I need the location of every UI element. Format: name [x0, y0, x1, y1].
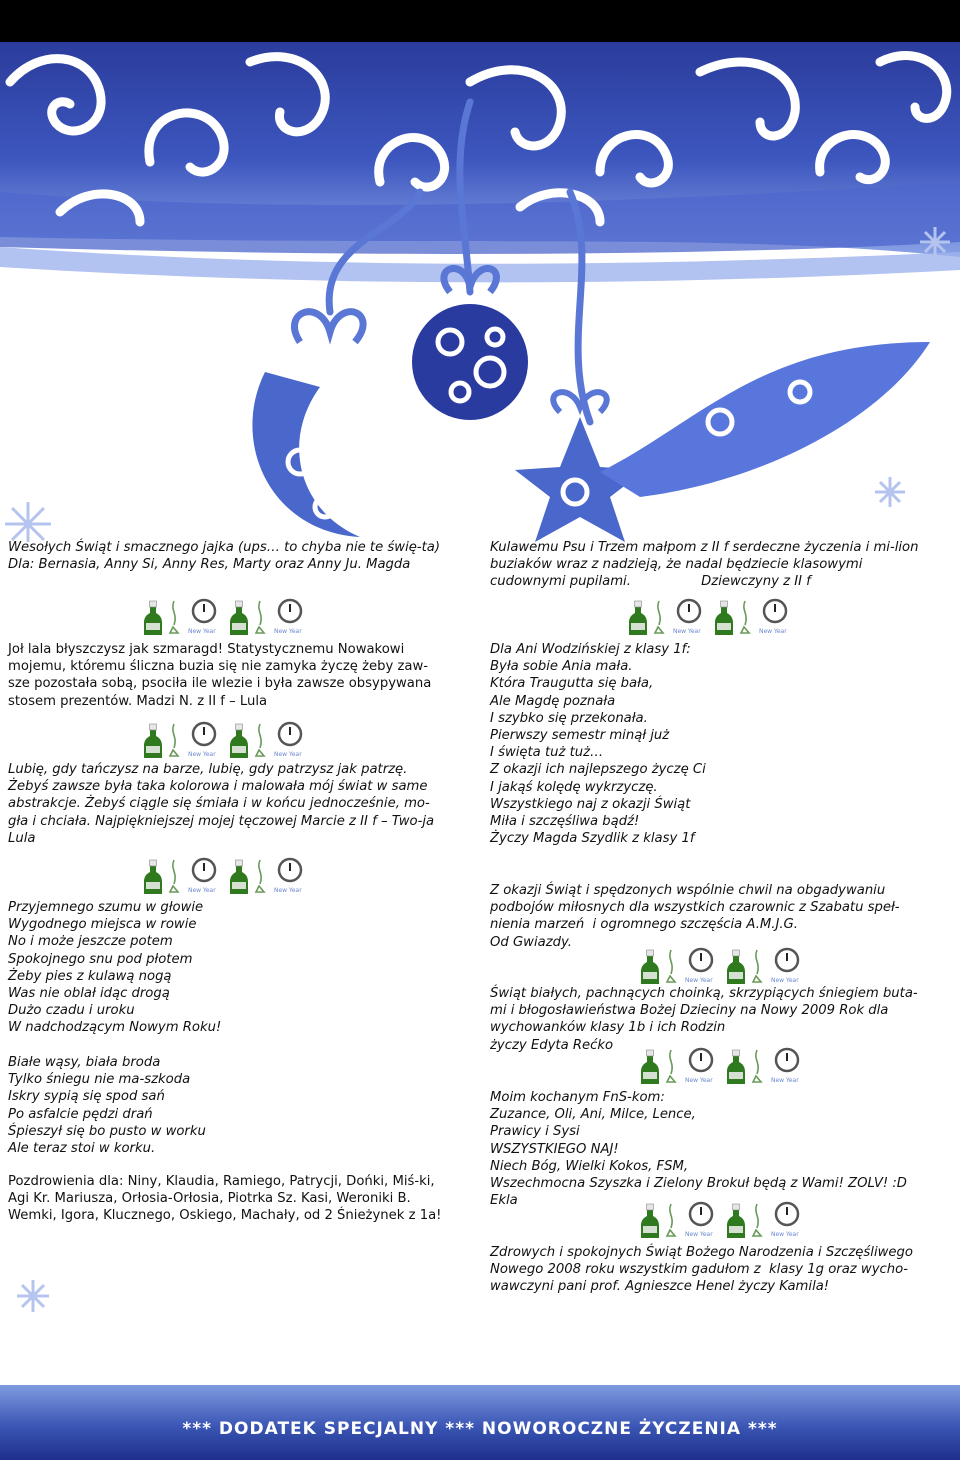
- bottle-clock-separator: [637, 1042, 807, 1084]
- poem-line: Tylko śniegu nie ma-szkoda: [8, 1072, 191, 1088]
- moon-ornament: [252, 312, 363, 537]
- text-line: Moim kochanym FnS-kom:: [490, 1090, 665, 1105]
- poem-line: Dla Ani Wodzińskiej z klasy 1f:: [490, 642, 691, 657]
- poem-line: I jakąś kolędę wykrzyczę.: [490, 779, 658, 795]
- text-line: Wszechmocna Szyszka i Zielony Brokuł będą z Wami! ZOLV! :D: [490, 1176, 907, 1192]
- text-line: Zuzance, Oli, Ani, Milce, Lence,: [490, 1107, 696, 1123]
- poem-line: Pierwszy semestr minął już: [490, 728, 670, 744]
- poem-line: Iskry sypią się spod sań: [8, 1089, 165, 1105]
- poem-line: Ale teraz stoi w korku.: [8, 1141, 156, 1157]
- right-wishes-2: [490, 882, 950, 951]
- poem-line: Ale Magdę poznała: [490, 693, 616, 709]
- left-wishes-3: Lubię, gdy tańczysz na barze, lubię, gdy patrzysz jak patrzę. Żebyś zawsze była taka kolorowa i malowała mój świat w same abstrakcje. Żebyś ciągle się śmiała i w końcu jednocześnie, mo-gła i chciała. Najpiękniejszej mojej tęczowej Marcie z II f – Two-ja Lula: [8, 762, 435, 846]
- right-wishes-1-signature: Dziewczyny z II f: [701, 574, 811, 590]
- text-line: Ekla: [490, 1193, 518, 1209]
- poem-line: No i może jeszcze potem: [8, 934, 173, 950]
- poem-line: Białe wąsy, biała broda: [8, 1055, 161, 1070]
- poem-line: I szybko się przekonała.: [490, 710, 648, 726]
- poem-line: Żeby pies z kulawą nogą: [8, 968, 172, 984]
- text-line: wychowanków klasy 1b i ich Rodzin: [490, 1020, 726, 1036]
- poem-line: Was nie oblał idąc drogą: [8, 986, 170, 1002]
- top-black-bar: [0, 0, 960, 42]
- poem-line: Życzy Magda Szydlik z klasy 1f: [490, 831, 695, 847]
- bottle-clock-separator: [140, 716, 310, 758]
- poem-line: Po asfalcie pędzi drań: [8, 1106, 153, 1122]
- poem-line: W nadchodzącym Nowym Roku!: [8, 1020, 222, 1036]
- right-wishes-1-text: Kulawemu Psu i Trzem małpom z II f serdeczne życzenia i mi-lion buziaków wraz z nadzieją, że nadal będziecie klasowymi cudownymi pupilami.: [490, 540, 919, 590]
- left-wishes-1: Wesołych Świąt i smacznego jajka (ups… to chyba nie te świę-ta) Dla: Bernasia, Anny Si, Anny Res, Marty oraz Anny Ju. Magda: [8, 540, 441, 573]
- poem-line: Wygodnego miejsca w rowie: [8, 917, 197, 933]
- text-line: WSZYSTKIEGO NAJ!: [490, 1141, 619, 1157]
- text-line: Niech Bóg, Wielki Kokos, FSM,: [490, 1158, 689, 1174]
- text-line: podbojów miłosnych dla wszystkich czarownic z Szabatu speł-: [490, 900, 900, 916]
- right-wishes-1: [490, 539, 940, 591]
- bottle-clock-separator: [140, 852, 310, 894]
- bottle-clock-separator: [637, 1196, 807, 1238]
- poem-line: Śpieszył się bo pusto w worku: [8, 1123, 206, 1139]
- bottle-clock-separator: [140, 593, 310, 635]
- left-poem-2: [8, 1054, 448, 1157]
- snowflake-icon: [15, 1278, 51, 1314]
- bottle-clock-separator: [625, 593, 795, 635]
- text-line: życzy Edyta Rećko: [490, 1037, 614, 1053]
- text-line: Z okazji Świąt i spędzonych wspólnie chwil na obgadywaniu: [490, 883, 886, 898]
- left-poem-1: [8, 899, 448, 1037]
- right-wishes-5: [490, 1244, 950, 1296]
- text-line: nienia marzeń i ogromnego szczęścia A.M.J.G.: [490, 917, 798, 933]
- poem-line: I święta tuż tuż…: [490, 745, 604, 761]
- poem-line: Przyjemnego szumu w głowie: [8, 900, 204, 915]
- poem-line: Wszystkiego naj z okazji Świąt: [490, 796, 691, 812]
- poem-line: Miła i szczęśliwa bądź!: [490, 814, 640, 830]
- bottle-clock-separator: [637, 942, 807, 984]
- poem-line: Z okazji ich najlepszego życzę Ci: [490, 762, 706, 778]
- right-poem-ania: [490, 641, 940, 847]
- text-line: Świąt białych, pachnących choinką, skrzypiących śniegiem buta-: [490, 986, 918, 1001]
- poem-line: Była sobie Ania mała.: [490, 659, 633, 675]
- poem-line: Która Traugutta się bała,: [490, 676, 654, 692]
- text-line: wawczyni pani prof. Agnieszce Henel życzy Kamila!: [490, 1279, 830, 1295]
- decorative-band: [0, 42, 960, 282]
- poem-line: Spokojnego snu pod płotem: [8, 951, 193, 967]
- left-wishes-2: Joł lala błyszczysz jak szmaragd! Statystycznemu Nowakowi mojemu, któremu śliczna buzia się nie zamyka życzę żeby zaw-sze pozostała sobą, psociła ile wlezie i była zawsze obsypywana stosem prezentów. Madzi N. z II f – Lula: [8, 642, 432, 709]
- christmas-banner-illustration: [0, 42, 960, 542]
- left-greetings-list: Pozdrowienia dla: Niny, Klaudia, Ramiego, Patrycji, Dońki, Miś-ki, Agi Kr. Mariusza, Orłosia-Orłosia, Piotrka Sz. Kasi, Weroniki B. Wemki, Igora, Klucznego, Oskiego, Machały, od 2 Śnieżynek z 1a!: [8, 1174, 442, 1224]
- text-line: Zdrowych i spokojnych Świąt Bożego Narodzenia i Szczęśliwego: [490, 1245, 913, 1260]
- text-line: Od Gwiazdy.: [490, 934, 572, 950]
- text-line: Prawicy i Sysi: [490, 1124, 580, 1140]
- text-line: mi i błogosławieństwa Bożej Dzieciny na Nowy 2009 Rok dla: [490, 1003, 889, 1019]
- footer-title: *** DODATEK SPECJALNY *** NOWOROCZNE ŻYCZENIA ***: [182, 1419, 778, 1439]
- text-line: Nowego 2008 roku wszystkim gadułom z klasy 1g oraz wycho-: [490, 1262, 908, 1278]
- poem-line: Dużo czadu i uroku: [8, 1003, 135, 1019]
- right-wishes-4: [490, 1089, 950, 1209]
